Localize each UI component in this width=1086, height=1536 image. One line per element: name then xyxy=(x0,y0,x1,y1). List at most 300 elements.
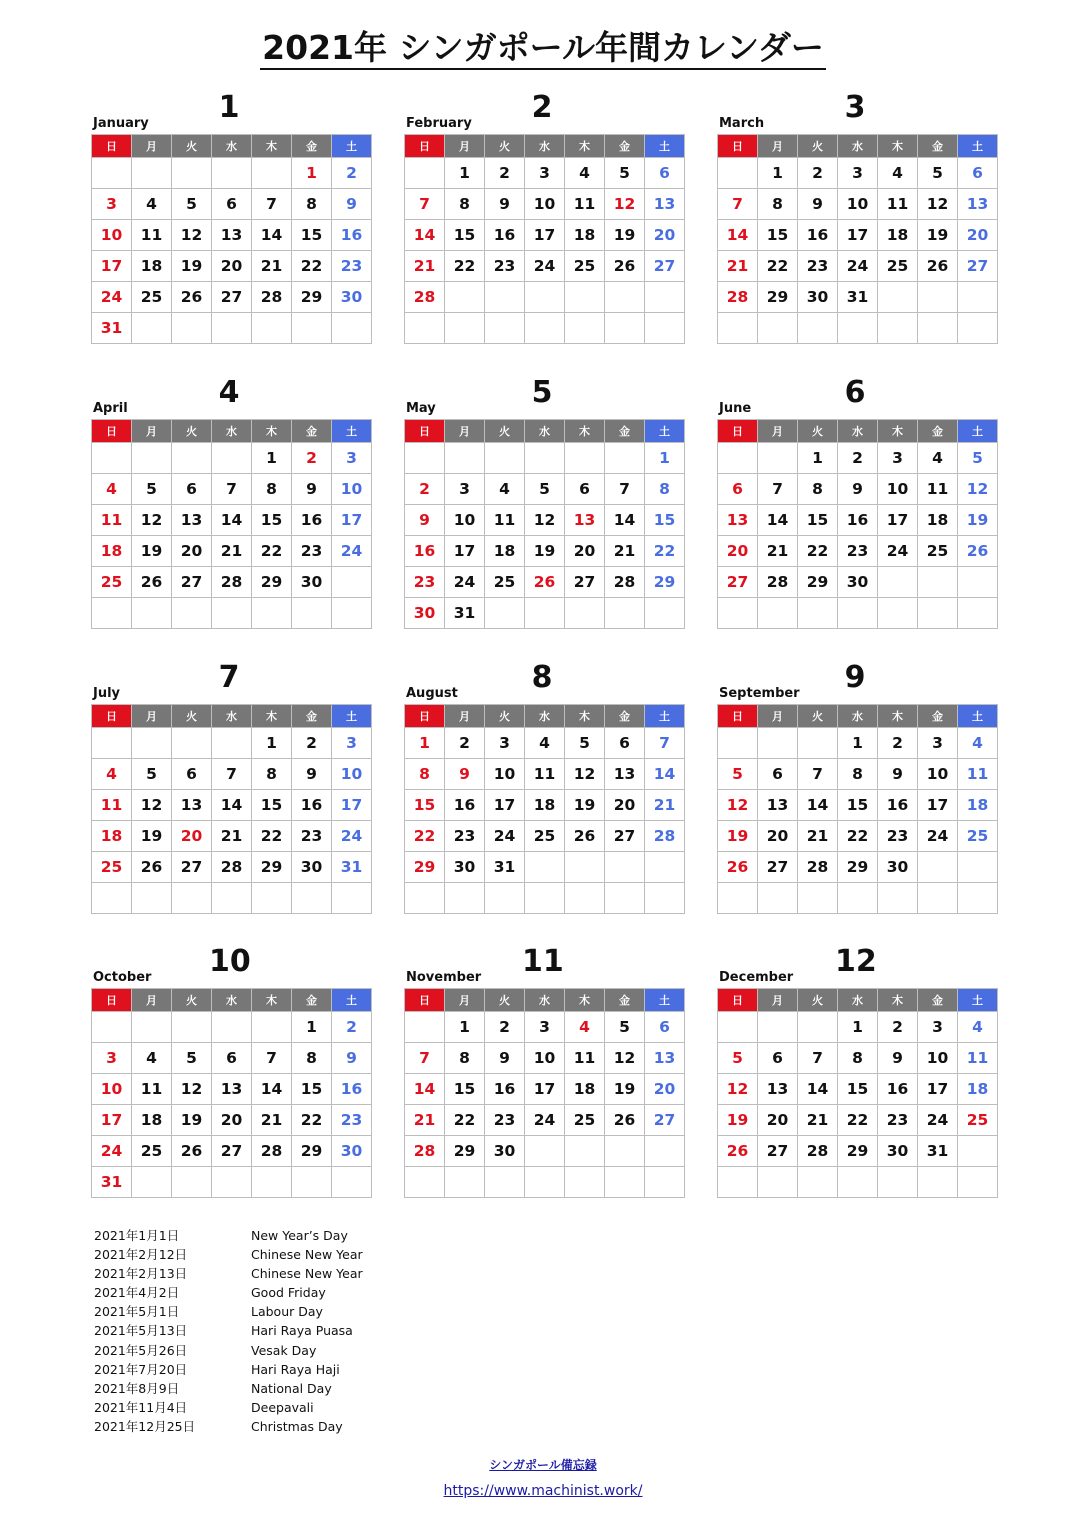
weekday-header: 火 xyxy=(798,135,838,158)
day-cell: 21 xyxy=(252,1105,292,1136)
weekday-header: 水 xyxy=(838,705,878,728)
day-cell: 8 xyxy=(405,759,445,790)
week-row xyxy=(92,1074,372,1105)
week-row xyxy=(405,313,685,344)
empty-cell xyxy=(565,598,605,629)
weekday-header: 金 xyxy=(292,989,332,1012)
day-cell: 19 xyxy=(718,1105,758,1136)
day-cell: 2 xyxy=(485,158,525,189)
empty-cell xyxy=(292,1167,332,1198)
day-cell: 16 xyxy=(405,536,445,567)
day-cell: 19 xyxy=(918,220,958,251)
empty-cell xyxy=(838,1167,878,1198)
week-row xyxy=(92,567,372,598)
day-cell: 28 xyxy=(758,567,798,598)
day-cell: 6 xyxy=(645,1012,685,1043)
day-cell: 17 xyxy=(918,790,958,821)
day-cell: 4 xyxy=(132,1043,172,1074)
day-cell: 6 xyxy=(758,759,798,790)
day-cell: 1 xyxy=(292,1012,332,1043)
month-name: December xyxy=(719,970,794,985)
empty-cell xyxy=(758,883,798,914)
empty-cell xyxy=(645,1167,685,1198)
week-row xyxy=(718,536,998,567)
weekday-header: 月 xyxy=(445,989,485,1012)
day-cell: 16 xyxy=(445,790,485,821)
weekday-header: 月 xyxy=(445,135,485,158)
day-cell: 13 xyxy=(758,1074,798,1105)
day-cell: 12 xyxy=(605,189,645,220)
empty-cell xyxy=(758,313,798,344)
day-cell: 13 xyxy=(758,790,798,821)
weekday-header: 土 xyxy=(645,135,685,158)
week-row xyxy=(405,443,685,474)
holiday-name: Labour Day xyxy=(251,1304,323,1320)
month-name: August xyxy=(406,686,458,701)
day-cell: 9 xyxy=(292,474,332,505)
day-cell: 27 xyxy=(172,852,212,883)
day-cell: 8 xyxy=(798,474,838,505)
day-cell: 15 xyxy=(405,790,445,821)
day-cell: 12 xyxy=(172,1074,212,1105)
day-cell: 14 xyxy=(405,1074,445,1105)
empty-cell xyxy=(445,443,485,474)
month-name: October xyxy=(93,970,152,985)
empty-cell xyxy=(958,1136,998,1167)
day-cell: 4 xyxy=(958,1012,998,1043)
day-cell: 26 xyxy=(958,536,998,567)
holiday-date: 2021年7月20日 xyxy=(94,1361,188,1377)
day-cell: 8 xyxy=(838,1043,878,1074)
day-cell: 29 xyxy=(252,852,292,883)
day-cell: 28 xyxy=(718,282,758,313)
day-cell: 9 xyxy=(798,189,838,220)
day-cell: 7 xyxy=(798,1043,838,1074)
empty-cell xyxy=(798,883,838,914)
day-cell: 26 xyxy=(565,821,605,852)
day-cell: 17 xyxy=(838,220,878,251)
day-cell: 13 xyxy=(718,505,758,536)
day-cell: 7 xyxy=(405,1043,445,1074)
empty-cell xyxy=(525,443,565,474)
weekday-header: 日 xyxy=(405,135,445,158)
empty-cell xyxy=(645,313,685,344)
day-cell: 3 xyxy=(525,158,565,189)
empty-cell xyxy=(252,883,292,914)
day-cell: 19 xyxy=(172,251,212,282)
day-cell: 1 xyxy=(758,158,798,189)
day-cell: 26 xyxy=(132,567,172,598)
day-cell: 27 xyxy=(172,567,212,598)
day-cell: 15 xyxy=(292,1074,332,1105)
day-cell: 20 xyxy=(645,1074,685,1105)
weekday-header: 日 xyxy=(405,705,445,728)
day-cell: 21 xyxy=(798,821,838,852)
day-cell: 6 xyxy=(212,1043,252,1074)
day-cell: 2 xyxy=(878,1012,918,1043)
day-cell: 11 xyxy=(132,1074,172,1105)
weekday-header: 金 xyxy=(292,420,332,443)
day-cell: 13 xyxy=(605,759,645,790)
day-cell: 29 xyxy=(798,567,838,598)
empty-cell xyxy=(645,282,685,313)
day-cell: 3 xyxy=(918,728,958,759)
day-cell: 13 xyxy=(172,790,212,821)
day-cell: 8 xyxy=(645,474,685,505)
month-name: July xyxy=(93,686,121,701)
day-cell: 3 xyxy=(918,1012,958,1043)
empty-cell xyxy=(958,598,998,629)
month-name: September xyxy=(719,686,800,701)
day-cell: 23 xyxy=(878,821,918,852)
empty-cell xyxy=(445,313,485,344)
weekday-header: 日 xyxy=(718,705,758,728)
day-cell: 14 xyxy=(405,220,445,251)
week-row xyxy=(92,282,372,313)
day-cell: 8 xyxy=(252,474,292,505)
day-cell: 18 xyxy=(132,251,172,282)
day-cell: 30 xyxy=(445,852,485,883)
empty-cell xyxy=(132,158,172,189)
month-table xyxy=(404,988,685,1198)
day-cell: 24 xyxy=(878,536,918,567)
day-cell: 15 xyxy=(798,505,838,536)
day-cell: 27 xyxy=(645,251,685,282)
day-cell: 29 xyxy=(405,852,445,883)
empty-cell xyxy=(132,1167,172,1198)
day-cell: 7 xyxy=(212,474,252,505)
empty-cell xyxy=(405,443,445,474)
day-cell: 18 xyxy=(92,821,132,852)
week-row xyxy=(405,852,685,883)
weekday-header: 火 xyxy=(172,989,212,1012)
week-row xyxy=(718,1074,998,1105)
day-cell: 7 xyxy=(798,759,838,790)
week-row xyxy=(718,1136,998,1167)
day-cell: 19 xyxy=(172,1105,212,1136)
day-cell: 23 xyxy=(445,821,485,852)
day-cell: 24 xyxy=(525,251,565,282)
day-cell: 20 xyxy=(958,220,998,251)
weekday-header: 火 xyxy=(485,705,525,728)
day-cell: 29 xyxy=(838,1136,878,1167)
day-cell: 17 xyxy=(918,1074,958,1105)
empty-cell xyxy=(565,852,605,883)
week-row xyxy=(92,474,372,505)
empty-cell xyxy=(718,313,758,344)
holiday-row xyxy=(94,1302,363,1321)
day-cell: 2 xyxy=(332,1012,372,1043)
day-cell: 25 xyxy=(958,821,998,852)
day-cell: 6 xyxy=(212,189,252,220)
weekday-header: 日 xyxy=(405,989,445,1012)
holiday-date: 2021年11月4日 xyxy=(94,1399,188,1415)
day-cell: 6 xyxy=(605,728,645,759)
week-row xyxy=(92,852,372,883)
weekday-header: 日 xyxy=(718,135,758,158)
day-cell: 26 xyxy=(718,1136,758,1167)
day-cell: 11 xyxy=(565,189,605,220)
empty-cell xyxy=(758,598,798,629)
week-row xyxy=(92,1012,372,1043)
day-cell: 9 xyxy=(445,759,485,790)
empty-cell xyxy=(798,728,838,759)
holiday-name: Chinese New Year xyxy=(251,1247,363,1263)
day-cell: 13 xyxy=(645,1043,685,1074)
day-cell: 19 xyxy=(525,536,565,567)
day-cell: 4 xyxy=(485,474,525,505)
day-cell: 24 xyxy=(92,1136,132,1167)
day-cell: 5 xyxy=(132,474,172,505)
day-cell: 18 xyxy=(485,536,525,567)
week-row xyxy=(405,567,685,598)
day-cell: 20 xyxy=(212,1105,252,1136)
day-cell: 2 xyxy=(878,728,918,759)
day-cell: 5 xyxy=(605,1012,645,1043)
empty-cell xyxy=(878,282,918,313)
week-row xyxy=(405,505,685,536)
day-cell: 11 xyxy=(878,189,918,220)
week-row xyxy=(718,251,998,282)
week-row xyxy=(92,1167,372,1198)
day-cell: 30 xyxy=(878,852,918,883)
week-row xyxy=(405,759,685,790)
empty-cell xyxy=(485,883,525,914)
empty-cell xyxy=(332,883,372,914)
empty-cell xyxy=(798,313,838,344)
day-cell: 9 xyxy=(878,759,918,790)
day-cell: 25 xyxy=(958,1105,998,1136)
day-cell: 17 xyxy=(525,220,565,251)
day-cell: 30 xyxy=(878,1136,918,1167)
day-cell: 22 xyxy=(445,1105,485,1136)
day-cell: 23 xyxy=(292,821,332,852)
day-cell: 31 xyxy=(838,282,878,313)
day-cell: 11 xyxy=(565,1043,605,1074)
weekday-header: 火 xyxy=(172,705,212,728)
day-cell: 3 xyxy=(878,443,918,474)
day-cell: 3 xyxy=(332,443,372,474)
empty-cell xyxy=(92,1012,132,1043)
day-cell: 26 xyxy=(525,567,565,598)
empty-cell xyxy=(132,1012,172,1043)
week-row xyxy=(405,1105,685,1136)
day-cell: 8 xyxy=(292,189,332,220)
weekday-header: 火 xyxy=(172,135,212,158)
day-cell: 2 xyxy=(798,158,838,189)
day-cell: 6 xyxy=(645,158,685,189)
day-cell: 17 xyxy=(332,505,372,536)
day-cell: 1 xyxy=(798,443,838,474)
holiday-name: Christmas Day xyxy=(251,1418,343,1434)
day-cell: 29 xyxy=(838,852,878,883)
day-cell: 3 xyxy=(525,1012,565,1043)
empty-cell xyxy=(838,598,878,629)
month-number: 11 xyxy=(522,944,564,979)
week-row xyxy=(405,282,685,313)
day-cell: 14 xyxy=(252,1074,292,1105)
day-cell: 14 xyxy=(212,790,252,821)
weekday-header: 日 xyxy=(92,989,132,1012)
week-row xyxy=(405,536,685,567)
day-cell: 24 xyxy=(525,1105,565,1136)
day-cell: 13 xyxy=(958,189,998,220)
day-cell: 24 xyxy=(918,821,958,852)
footer-url xyxy=(0,1483,1086,1499)
day-cell: 19 xyxy=(565,790,605,821)
month-number: 1 xyxy=(218,90,240,125)
day-cell: 17 xyxy=(525,1074,565,1105)
day-cell: 21 xyxy=(645,790,685,821)
weekday-header: 水 xyxy=(212,989,252,1012)
empty-cell xyxy=(878,567,918,598)
month-name: April xyxy=(93,401,128,416)
day-cell: 15 xyxy=(645,505,685,536)
week-row xyxy=(405,598,685,629)
empty-cell xyxy=(645,883,685,914)
week-row xyxy=(405,821,685,852)
day-cell: 21 xyxy=(798,1105,838,1136)
empty-cell xyxy=(605,598,645,629)
weekday-header-row xyxy=(405,989,685,1012)
empty-cell xyxy=(718,1167,758,1198)
week-row xyxy=(405,189,685,220)
empty-cell xyxy=(252,158,292,189)
weekday-header: 水 xyxy=(838,135,878,158)
empty-cell xyxy=(918,282,958,313)
day-cell: 2 xyxy=(332,158,372,189)
weekday-header: 火 xyxy=(798,989,838,1012)
day-cell: 5 xyxy=(132,759,172,790)
day-cell: 14 xyxy=(798,790,838,821)
day-cell: 11 xyxy=(958,1043,998,1074)
empty-cell xyxy=(485,282,525,313)
weekday-header: 水 xyxy=(838,420,878,443)
day-cell: 7 xyxy=(758,474,798,505)
empty-cell xyxy=(172,313,212,344)
day-cell: 15 xyxy=(838,1074,878,1105)
holiday-name: Good Friday xyxy=(251,1285,326,1301)
empty-cell xyxy=(918,883,958,914)
month-name: January xyxy=(93,116,149,131)
empty-cell xyxy=(405,1167,445,1198)
weekday-header-row xyxy=(405,705,685,728)
day-cell: 26 xyxy=(172,1136,212,1167)
day-cell: 22 xyxy=(838,821,878,852)
empty-cell xyxy=(172,1012,212,1043)
day-cell: 28 xyxy=(212,852,252,883)
day-cell: 15 xyxy=(758,220,798,251)
week-row xyxy=(92,821,372,852)
empty-cell xyxy=(645,598,685,629)
empty-cell xyxy=(92,883,132,914)
holiday-name: Hari Raya Haji xyxy=(251,1361,340,1377)
empty-cell xyxy=(525,883,565,914)
empty-cell xyxy=(252,598,292,629)
empty-cell xyxy=(718,728,758,759)
site-name-link[interactable]: シンガポール備忘録 xyxy=(489,1458,597,1472)
day-cell: 19 xyxy=(605,220,645,251)
day-cell: 15 xyxy=(445,1074,485,1105)
holiday-date: 2021年5月1日 xyxy=(94,1304,180,1320)
day-cell: 18 xyxy=(958,1074,998,1105)
day-cell: 14 xyxy=(758,505,798,536)
empty-cell xyxy=(605,883,645,914)
day-cell: 12 xyxy=(718,1074,758,1105)
day-cell: 22 xyxy=(445,251,485,282)
month-number: 7 xyxy=(218,660,240,695)
day-cell: 5 xyxy=(605,158,645,189)
day-cell: 11 xyxy=(92,505,132,536)
day-cell: 4 xyxy=(525,728,565,759)
page-title: 2021年 シンガポール年間カレンダー xyxy=(0,26,1086,70)
day-cell: 28 xyxy=(252,1136,292,1167)
holiday-name: National Day xyxy=(251,1380,332,1396)
day-cell: 5 xyxy=(172,1043,212,1074)
day-cell: 7 xyxy=(605,474,645,505)
empty-cell xyxy=(758,1167,798,1198)
day-cell: 12 xyxy=(718,790,758,821)
empty-cell xyxy=(332,1167,372,1198)
day-cell: 27 xyxy=(212,282,252,313)
day-cell: 22 xyxy=(758,251,798,282)
empty-cell xyxy=(918,852,958,883)
month-name: November xyxy=(406,970,482,985)
site-url-link[interactable]: https://www.machinist.work/ xyxy=(443,1483,643,1499)
empty-cell xyxy=(605,443,645,474)
day-cell: 31 xyxy=(918,1136,958,1167)
month-number: 5 xyxy=(531,375,553,410)
day-cell: 31 xyxy=(485,852,525,883)
day-cell: 15 xyxy=(252,790,292,821)
day-cell: 23 xyxy=(332,1105,372,1136)
weekday-header-row xyxy=(92,989,372,1012)
empty-cell xyxy=(212,443,252,474)
empty-cell xyxy=(605,282,645,313)
weekday-header: 土 xyxy=(332,420,372,443)
month-table xyxy=(91,419,372,629)
holiday-name: New Year’s Day xyxy=(251,1228,348,1243)
weekday-header: 日 xyxy=(718,420,758,443)
empty-cell xyxy=(92,598,132,629)
empty-cell xyxy=(918,313,958,344)
week-row xyxy=(718,282,998,313)
day-cell: 26 xyxy=(605,1105,645,1136)
day-cell: 6 xyxy=(758,1043,798,1074)
empty-cell xyxy=(132,883,172,914)
day-cell: 21 xyxy=(605,536,645,567)
weekday-header: 月 xyxy=(758,705,798,728)
day-cell: 25 xyxy=(525,821,565,852)
holiday-name: Deepavali xyxy=(251,1399,314,1415)
week-row xyxy=(92,220,372,251)
day-cell: 7 xyxy=(212,759,252,790)
day-cell: 12 xyxy=(132,790,172,821)
weekday-header: 木 xyxy=(878,989,918,1012)
day-cell: 16 xyxy=(332,1074,372,1105)
month-name: March xyxy=(719,116,765,131)
day-cell: 5 xyxy=(565,728,605,759)
week-row xyxy=(92,251,372,282)
empty-cell xyxy=(292,883,332,914)
empty-cell xyxy=(958,852,998,883)
day-cell: 5 xyxy=(525,474,565,505)
day-cell: 18 xyxy=(132,1105,172,1136)
holiday-row xyxy=(94,1417,363,1436)
empty-cell xyxy=(525,1167,565,1198)
day-cell: 6 xyxy=(172,474,212,505)
weekday-header-row xyxy=(92,135,372,158)
